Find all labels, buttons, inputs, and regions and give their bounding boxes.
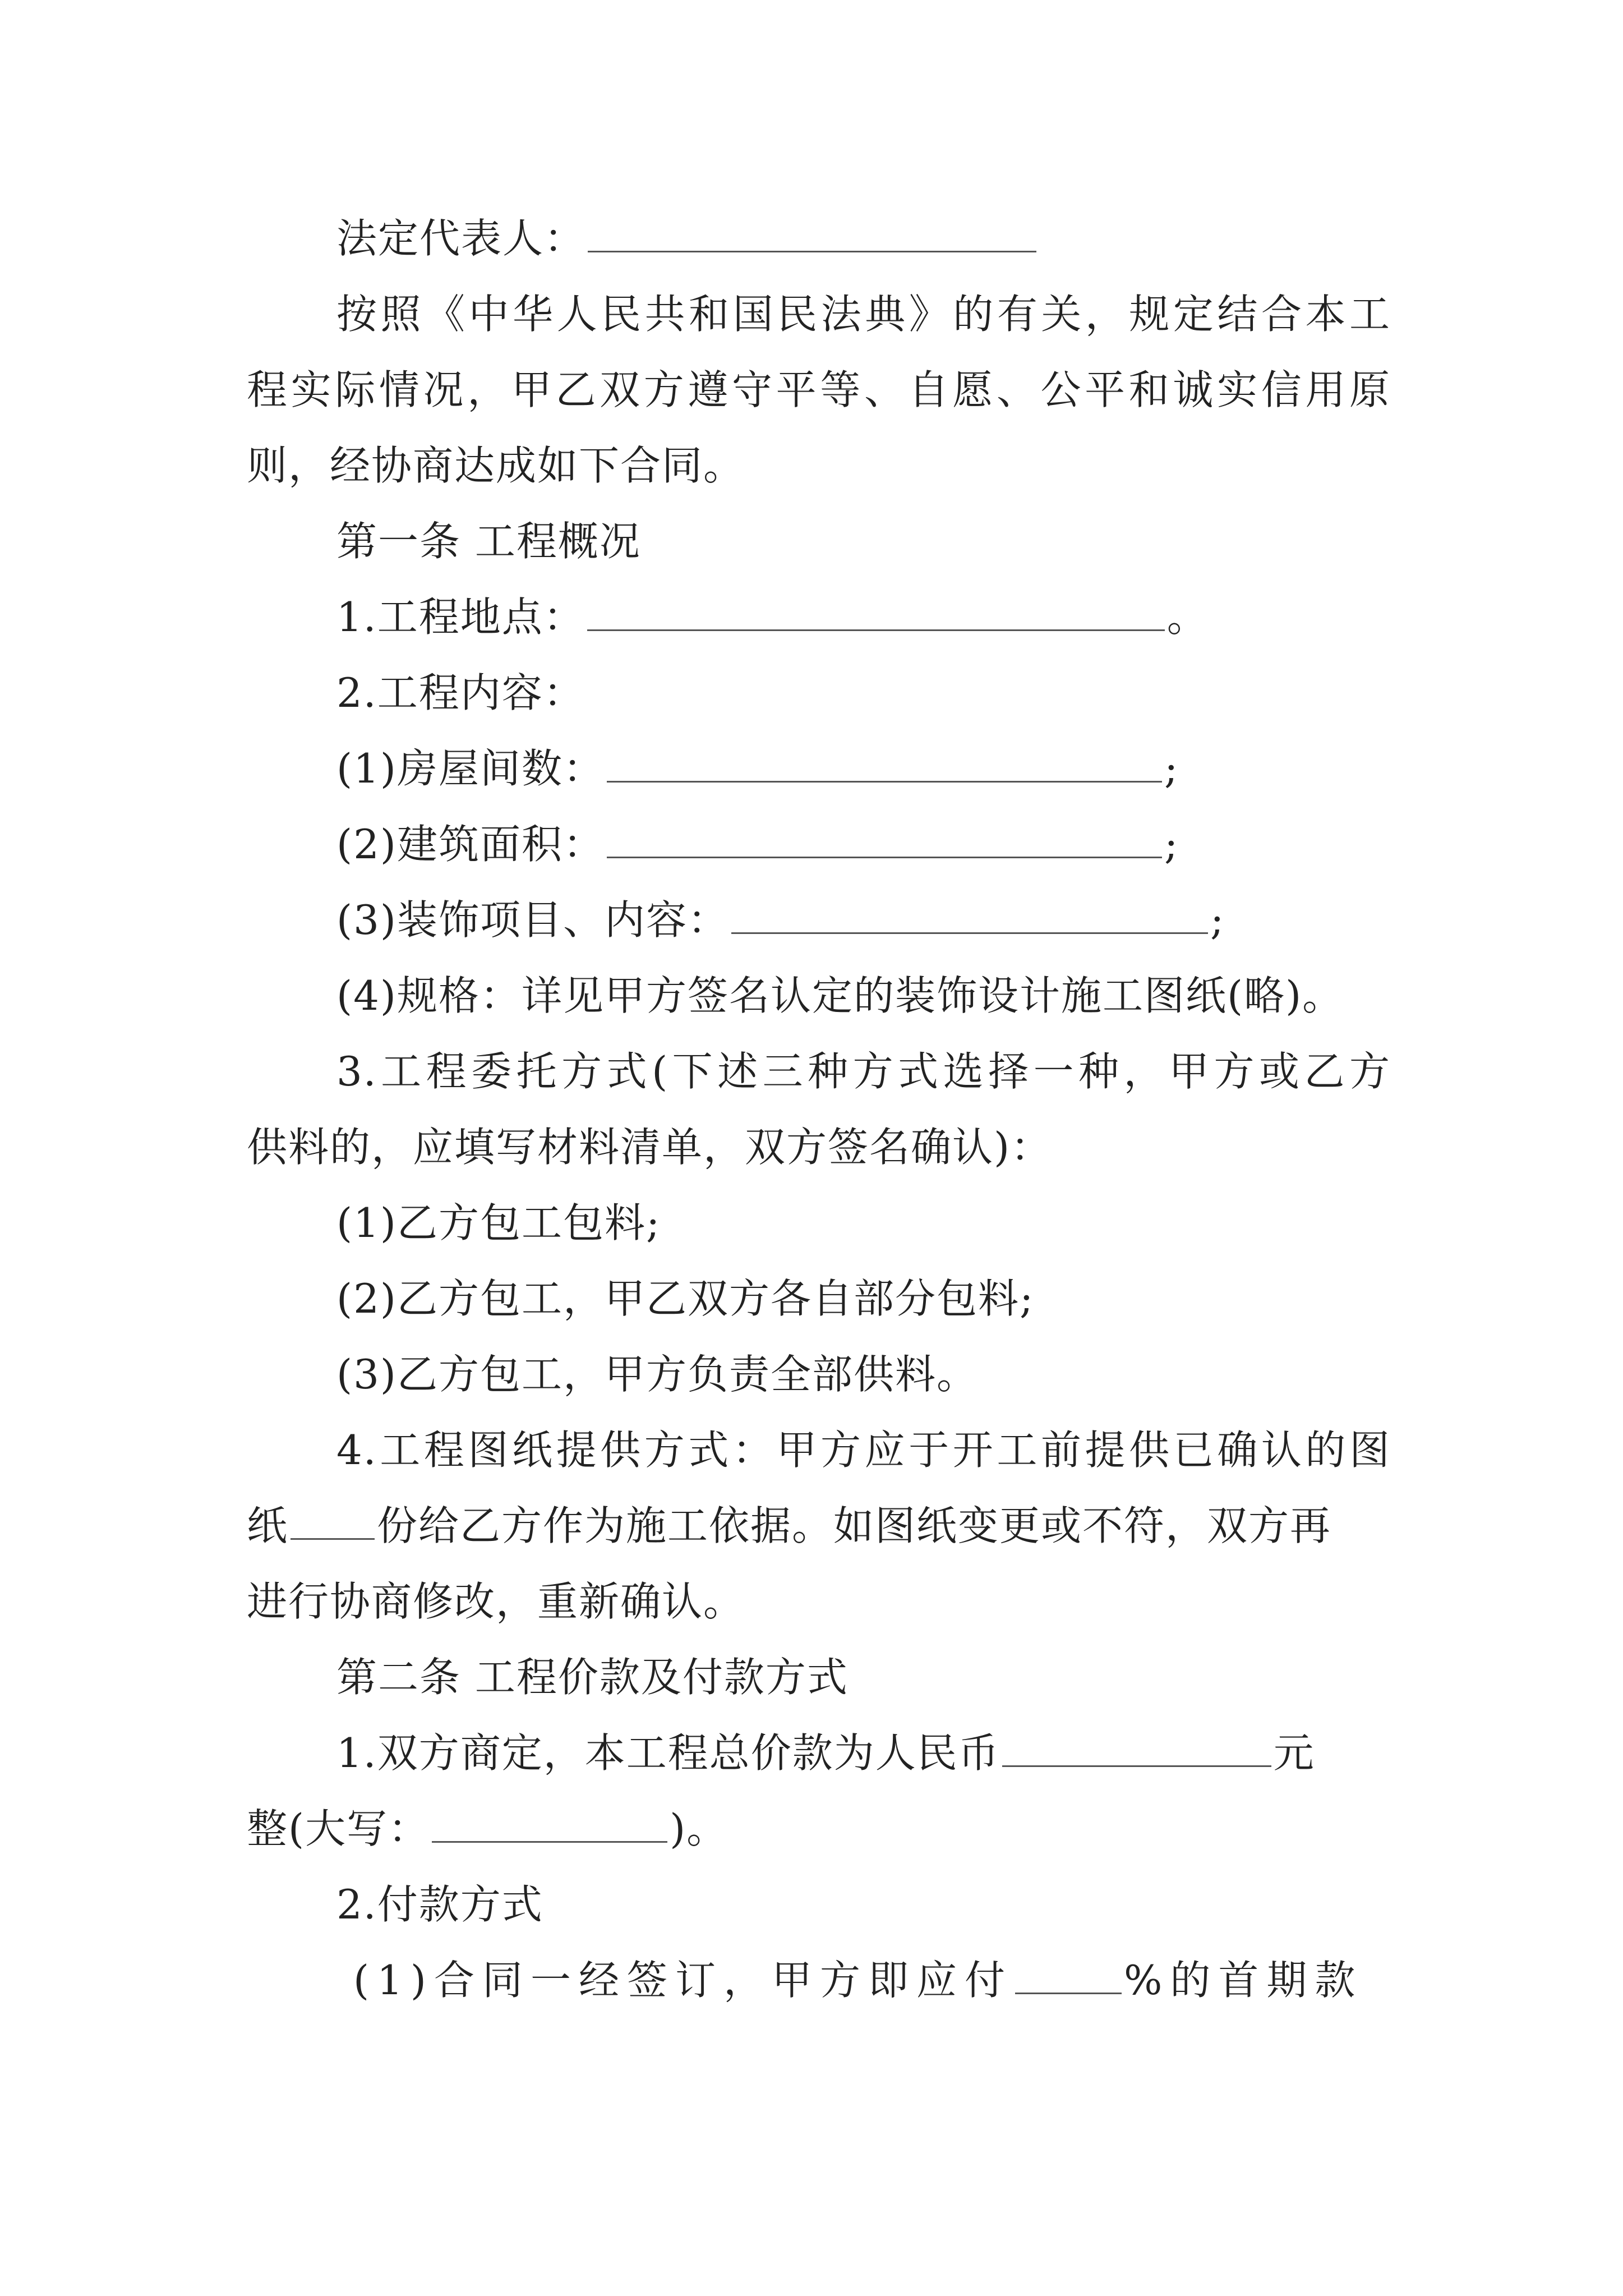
- spec-line: (4)规格：详见甲方签名认定的装饰设计施工图纸(略)。: [336, 972, 1344, 1019]
- article-1-title: 第一条 工程概况: [336, 518, 641, 565]
- price-upper-label: 整(大写：: [247, 1805, 430, 1852]
- option-1: (1)乙方包工包料;: [336, 1199, 661, 1246]
- area-label: (2)建筑面积：: [336, 821, 605, 868]
- intro-line-1: 按照《中华人民共和国民法典》的有关，规定结合本工: [336, 291, 1391, 338]
- location-end: 。: [1166, 593, 1209, 641]
- drawings-line-2: [247, 1498, 1391, 1554]
- legal-rep-label: 法定代表人：: [336, 215, 586, 262]
- legal-rep-blank: [588, 217, 1036, 252]
- drawings-line-3: 进行协商修改，重新确认。: [247, 1578, 745, 1625]
- entrust-line-1: 3.工程委托方式(下述三种方式选择一种，甲方或乙方: [336, 1048, 1391, 1095]
- decor-end: ;: [1210, 896, 1225, 944]
- drawings-line-1: 4.工程图纸提供方式：甲方应于开工前提供已确认的图: [336, 1427, 1391, 1474]
- decor-blank: [731, 899, 1208, 934]
- price-blank: [1002, 1732, 1271, 1767]
- article-2-title: 第二条 工程价款及付款方式: [336, 1654, 849, 1701]
- price-upper-end: )。: [670, 1805, 728, 1852]
- location-line: [336, 589, 1391, 645]
- drawings-copies-blank: [291, 1504, 375, 1540]
- rooms-label: (1)房屋间数：: [336, 745, 605, 792]
- intro-line-2: 程实际情况，甲乙双方遵守平等、自愿、公平和诚实信用原: [247, 366, 1391, 413]
- price-unit: 元: [1273, 1729, 1315, 1777]
- option-2: (2)乙方包工，甲乙双方各自部分包料;: [336, 1275, 1035, 1322]
- payment-label: (1)合同一经签订，甲方即应付: [353, 1957, 1013, 2004]
- drawings-label: 纸: [247, 1502, 289, 1549]
- area-line: [336, 816, 1391, 872]
- price-label: 1.双方商定，本工程总价款为人民币: [336, 1729, 1000, 1777]
- price-line-2: [247, 1801, 1391, 1857]
- price-upper-blank: [432, 1807, 667, 1843]
- intro-line-3: 则，经协商达成如下合同。: [247, 442, 745, 489]
- location-label: 1.工程地点：: [336, 593, 585, 641]
- area-blank: [607, 823, 1162, 858]
- drawings-rest: 份给乙方作为施工依据。如图纸变更或不符，双方再: [377, 1502, 1332, 1549]
- payment-end: %的首期款: [1124, 1957, 1363, 2004]
- payment-title: 2.付款方式: [336, 1881, 543, 1928]
- option-3: (3)乙方包工，甲方负责全部供料。: [336, 1351, 978, 1398]
- area-end: ;: [1164, 821, 1179, 868]
- payment-line-1: [353, 1952, 1391, 2008]
- decor-label: (3)装饰项目、内容：: [336, 896, 729, 944]
- price-line-1: [336, 1725, 1391, 1781]
- legal-rep-line: [336, 210, 1391, 266]
- entrust-line-2: 供料的，应填写材料清单，双方签名确认)：: [247, 1124, 1053, 1171]
- decor-line: [336, 892, 1391, 948]
- location-blank: [587, 596, 1165, 631]
- rooms-line: [336, 740, 1391, 797]
- rooms-blank: [607, 747, 1162, 783]
- rooms-end: ;: [1164, 745, 1179, 792]
- content-line: 2.工程内容：: [336, 669, 585, 716]
- payment-percent-blank: [1015, 1959, 1122, 1994]
